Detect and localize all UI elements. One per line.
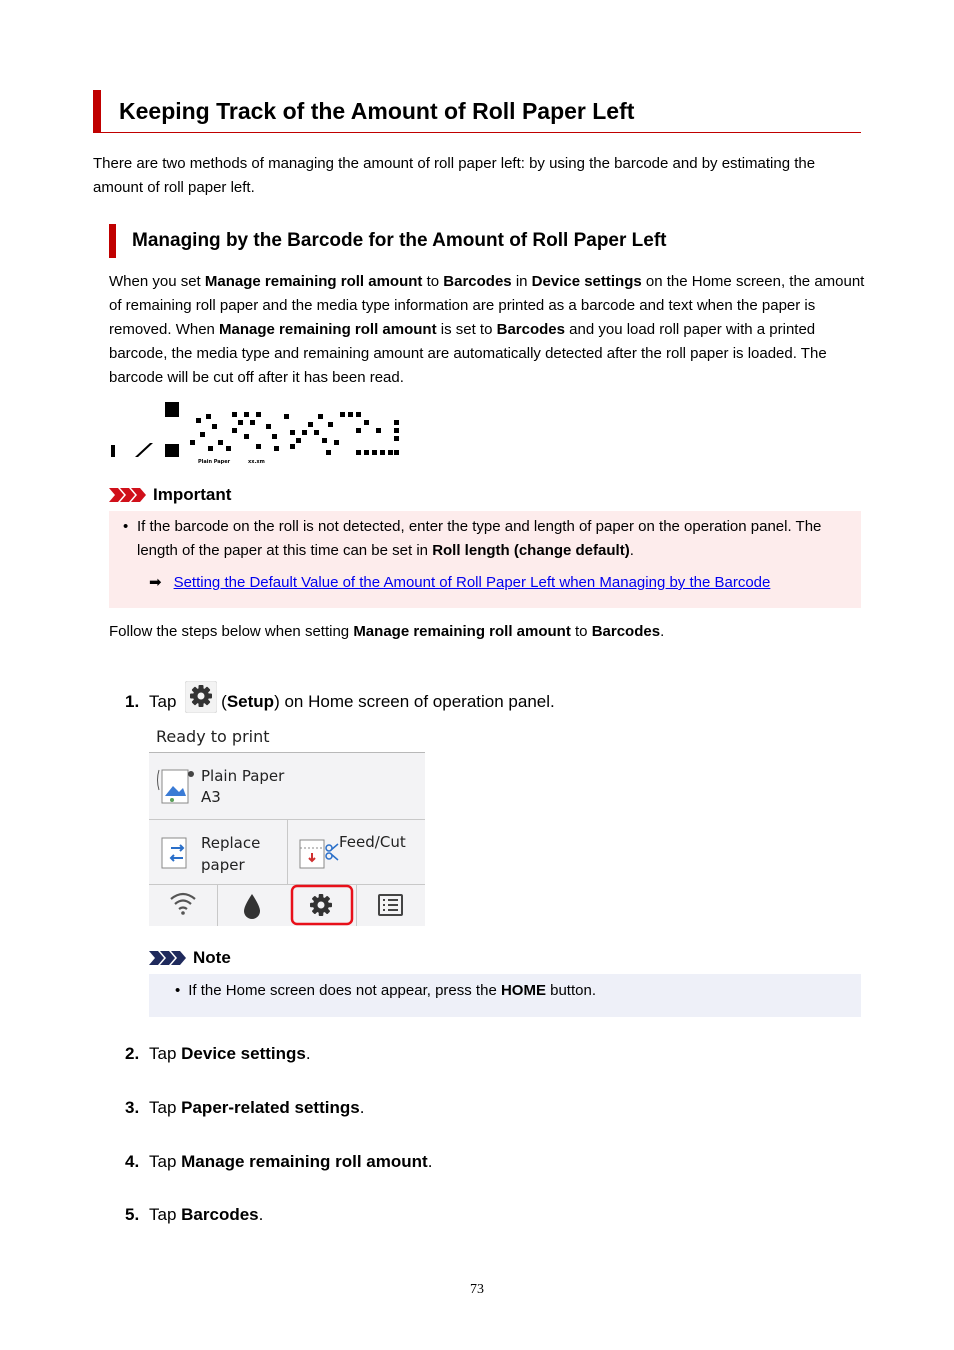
barcode-amount-label: xx.xm [248,459,265,465]
barcode-image [108,400,400,466]
note-title: Note [193,948,231,967]
important-chevrons-icon [109,488,147,502]
section-heading [109,224,861,258]
operation-panel-screenshot [149,718,425,926]
panel-paper-type: Plain Paper [201,767,285,785]
panel-replace-line2: paper [201,856,245,874]
step-3: 3. Tap Paper-related settings. [125,1098,365,1117]
note-bullet: • If the Home screen does not appear, press the HOME button. [175,982,596,999]
panel-feed-cut: Feed/Cut [339,833,406,851]
important-link-row [149,571,770,595]
section-accent-bar [109,224,116,258]
important-bullet: • If the barcode on the roll is not detected, enter the type and length of paper on the operation panel. The length of the paper at this time can be set in Roll length (change default). [123,515,853,563]
step-4: 4. Tap Manage remaining roll amount. [125,1152,433,1171]
step-2: 2. Tap Device settings. [125,1044,311,1063]
page-title [93,90,861,133]
default-roll-amount-link[interactable]: Setting the Default Value of the Amount of Roll Paper Left when Managing by the Barcode [173,574,771,591]
right-arrow-icon: ➡ [149,574,162,591]
page-number: 73 [470,1282,484,1297]
title-accent-bar [93,90,101,133]
note-box [149,974,861,1017]
step-1: 1. Tap (Setup) on Home screen of operation panel. [125,681,555,713]
panel-paper-size: A3 [201,788,221,806]
important-title: Important [153,485,232,504]
barcode-media-label: Plain Paper [198,459,231,465]
replace-paper-icon [162,838,186,868]
note-chevrons-icon [149,951,187,965]
intro-paragraph: There are two methods of managing the amount of roll paper left: by using the barcode and by estimating the amount of roll paper left. [93,155,816,196]
note-heading [149,948,231,968]
follow-paragraph: Follow the steps below when setting Manage remaining roll amount to Barcodes. [109,623,665,640]
panel-status-text: Ready to print [156,727,270,746]
important-heading [109,485,231,505]
barcode-paragraph: When you set Manage remaining roll amount to Barcodes in Device settings on the Home screen, the amount of remaining roll paper and the media type information are printed as a barcode and text when the paper is removed. When Manage remaining roll amount is set to Barcodes and you load roll paper with a printed barcode, the media type and remaining amount are automatically detected after the roll paper is loaded. The barcode will be cut off after it has been read. [109,273,865,386]
step-5: 5. Tap Barcodes. [125,1205,264,1224]
setup-gear-icon [185,681,217,713]
important-box [109,511,861,608]
panel-gear-icon [310,894,332,916]
section-heading-text: Managing by the Barcode for the Amount of Roll Paper Left [132,230,667,251]
panel-replace-line1: Replace [201,834,261,852]
bullet-marker: • [123,518,129,535]
page-title-text: Keeping Track of the Amount of Roll Paper Left [119,98,635,124]
